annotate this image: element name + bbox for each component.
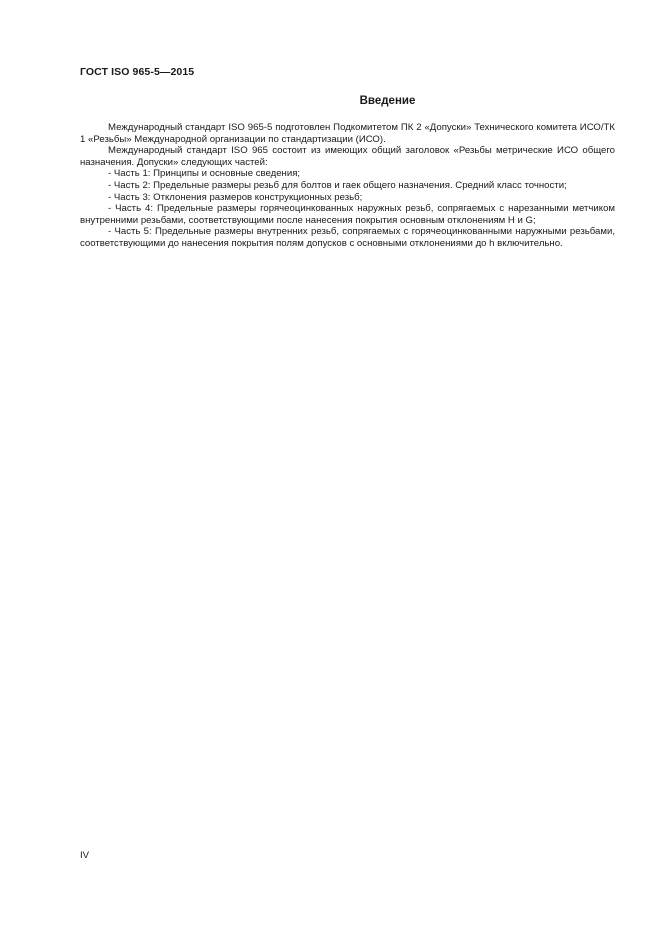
standard-code-header: ГОСТ ISO 965-5—2015 [80,66,195,78]
list-item-part-2: - Часть 2: Предельные размеры резьб для болтов и гаек общего назначения. Средний класс точности; [108,179,567,191]
list-item-part-5: - Часть 5: Предельные размеры внутренних резьб, сопрягаемых с горячеоцинкованными наружными резьбами, соответствующими до нанесения покрытия полям допусков с основными отклонениями до h включительно. [80,226,615,249]
list-item-part-4: - Часть 4: Предельные размеры горячеоцинкованных наружных резьб, сопрягаемых с нарезанными метчиком внутренними резьбами, соответствующими после нанесения покрытия основным отклонениям H и G; [80,203,615,226]
paragraph-parts-intro: Международный стандарт ISO 965 состоит из имеющих общий заголовок «Резьбы метрические ИСО общего назначения. Допуски» следующих частей: [80,145,615,168]
section-title: Введение [359,95,416,107]
list-item-part-1: - Часть 1: Принципы и основные сведения; [108,168,301,180]
page-number: IV [80,850,90,861]
list-item-part-3: - Часть 3: Отклонения размеров конструкционных резьб; [108,191,363,203]
paragraph-preparation: Международный стандарт ISO 965-5 подготовлен Подкомитетом ПК 2 «Допуски» Технического комитета ИСО/ТК 1 «Резьбы» Международной организации по стандартизации (ИСО). [80,122,615,145]
introduction-body [80,122,615,250]
